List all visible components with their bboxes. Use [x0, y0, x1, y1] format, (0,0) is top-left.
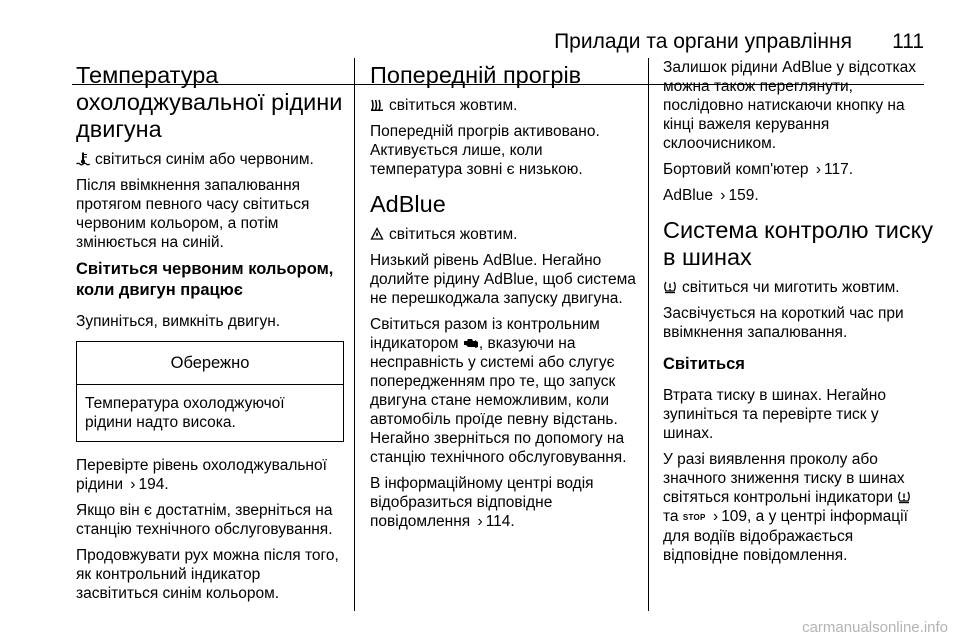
page-ref-arrow-icon: ›	[713, 508, 719, 525]
section-title: Прилади та органи управління	[554, 30, 852, 53]
subheading: Світиться	[663, 355, 745, 373]
coolant-temperature-icon	[76, 152, 90, 166]
paragraph: Перевірте рівень охолоджувальної рідини › 194.	[76, 457, 327, 493]
page-number: 111	[892, 30, 924, 53]
paragraph: світиться жовтим.	[370, 96, 638, 115]
paragraph: Світиться разом із контрольним індикатором , вказуючи на несправність у системі або слугує попередженням про те, що запуск двигуна стане неможливим, коли автомобіль проїде певну відстань. Негайно зверніться по допомогу на станцію технічного обслуговування.	[370, 316, 627, 466]
page-reference[interactable]: 194.	[138, 476, 169, 493]
page-ref-arrow-icon: ›	[815, 161, 821, 178]
adblue-icon	[370, 227, 384, 241]
page-header	[0, 28, 960, 58]
preheat-heading: Попередній прогрів	[370, 62, 582, 88]
paragraph: У разі виявлення проколу або значного зниження тиску в шинах світяться контрольні індикатори та STOP › 109, а у центрі інформації для водіїв відображається відповідне повідомлення.	[663, 450, 933, 565]
page-reference[interactable]: 114.	[485, 513, 515, 530]
paragraph: Зупиніться, вимкніть двигун.	[76, 313, 281, 330]
coolant-heading: Температура охолоджувальної рідини двигуна	[76, 62, 343, 142]
caution-title: Обережно	[77, 342, 343, 385]
paragraph: Низький рівень AdBlue. Негайно долийте рідину AdBlue, щоб система не перешкоджала запуску двигуна.	[370, 252, 636, 307]
glow-plug-icon	[370, 98, 384, 112]
paragraph: Продовжувати рух можна після того, як контрольний індикатор засвітиться синім кольором.	[76, 547, 339, 602]
paragraph: Втрата тиску в шинах. Негайно зупиніться та перевірте тиск у шинах.	[663, 387, 886, 442]
page-ref-arrow-icon: ›	[477, 513, 483, 530]
paragraph: Бортовий комп'ютер › 117.	[663, 161, 854, 178]
tyre-pressure-icon	[663, 280, 677, 294]
paragraph: Попередній прогрів активовано. Активується лише, коли температура зовні є низькою.	[370, 123, 600, 178]
page-ref-arrow-icon: ›	[720, 187, 726, 204]
page-ref-arrow-icon: ›	[130, 476, 136, 493]
tyre-pressure-heading: Система контролю тиску в шинах	[663, 217, 933, 270]
paragraph: Залишок рідини AdBlue у відсотках можна також переглянути, послідовно натискаючи кнопку на кінці важеля керування склоочисником.	[663, 59, 916, 152]
paragraph: Засвічується на короткий час при ввімкнення запалювання.	[663, 305, 904, 341]
paragraph: В інформаційному центрі водія відобразиться відповідне повідомлення › 114.	[370, 475, 594, 530]
paragraph: світиться чи миготить жовтим.	[663, 278, 933, 297]
column-2	[370, 58, 638, 538]
caution-text: Температура охолоджуючої рідини надто висока.	[85, 395, 285, 431]
column-divider	[648, 58, 649, 611]
paragraph: Після ввімкнення запалювання протягом певного часу світиться червоним кольором, а потім змінюється на синій.	[76, 177, 310, 251]
watermark: carmanualsonline.info	[802, 619, 948, 636]
subheading: Світиться червоним кольором, коли двигун працює	[76, 260, 334, 299]
column-divider	[354, 58, 355, 611]
paragraph: Якщо він є достатнім, зверніться на станцію технічного обслуговування.	[76, 502, 333, 538]
column-1	[76, 58, 344, 610]
paragraph: світиться жовтим.	[370, 225, 638, 244]
page-reference[interactable]: 159.	[728, 187, 759, 204]
paragraph: світиться синім або червоним.	[76, 150, 344, 169]
paragraph: AdBlue › 159.	[663, 187, 759, 204]
caution-box	[76, 341, 344, 442]
stop-icon: STOP	[682, 513, 706, 522]
tyre-pressure-icon	[897, 490, 911, 504]
page-reference[interactable]: 117.	[824, 161, 854, 178]
engine-service-icon	[463, 336, 479, 350]
adblue-heading: AdBlue	[370, 191, 446, 217]
column-3	[663, 58, 933, 572]
